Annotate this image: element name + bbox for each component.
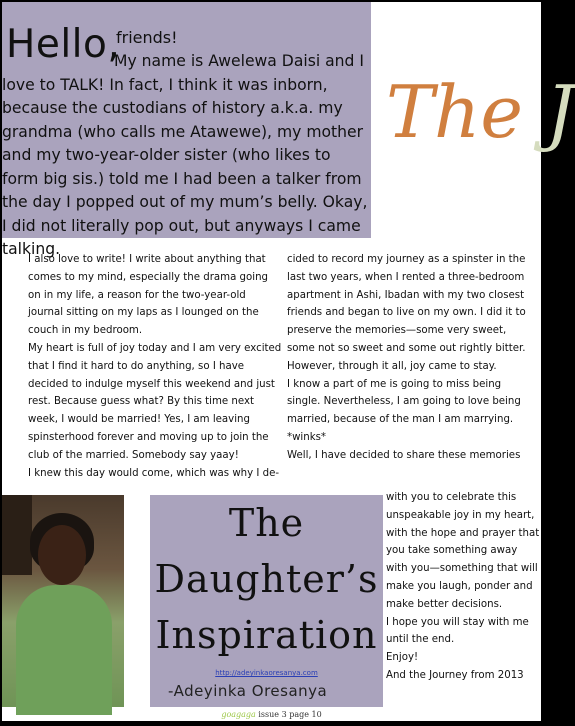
article-column-1 [28, 251, 282, 482]
author-website-link[interactable]: http://adeyinkaoresanya.com [215, 669, 318, 677]
book-title-line-3: Inspiration [155, 613, 378, 657]
column3-paragraph-2: I hope you will stay with me until the end. [386, 616, 529, 646]
book-title-line-2: Daughter’s [154, 557, 379, 601]
article-column-3 [386, 489, 541, 685]
column1-paragraph-3: I knew this day would come, which was why I de- [28, 467, 280, 479]
column2-paragraph-2: I know a part of me is going to miss being single. Nevertheless, I am going to love being married, because of the man I am marrying. *winks* [287, 378, 521, 443]
footer-issue-page: issue 3 page 10 [255, 710, 322, 719]
column1-paragraph-2: My heart is full of joy today and I am very excited that I find it hard to do anything, so I have decided to indulge myself this weekend and just rest. Because guess what? By this time next week, I would be married! Yes, I am leaving spinsterhood forever and moving up to join the club of the married. Somebody say yaay! [28, 342, 282, 461]
script-title-main: The [386, 70, 524, 154]
column2-paragraph-1: cided to record my journey as a spinster in the last two years, when I rented a three-bedroom apartment in Ashi, Ibadan with my two closest friends and began to live on my own. I did it to preserve the memories—some very sweet, some not so sweet and some out rightly bitter. However, through it all, joy came to stay. [287, 254, 526, 372]
column3-paragraph-3: Enjoy! [386, 652, 419, 664]
column3-paragraph-4: And the Journey from 2013 [386, 669, 524, 681]
book-title-panel [150, 495, 383, 707]
column3-paragraph-1: with you to celebrate this unspeakable joy in my heart, with the hope and prayer that you take something away with you—something that will make you laugh, ponder and make better decisions. [386, 492, 540, 610]
friends-word: friends! [116, 28, 178, 47]
intro-panel [2, 2, 371, 258]
hello-heading: Hello, [6, 22, 121, 67]
footer-brand: goagaga [221, 710, 256, 719]
column2-paragraph-3: Well, I have decided to share these memories [287, 449, 521, 461]
magazine-page [2, 2, 575, 721]
intro-paragraph: My name is Awelewa Daisi and I love to TALK! In fact, I think it was inborn, because the custodians of history a.k.a. my grandma (who calls me Atawewe), my mother and my two-year-older sister (who likes to form big sis.) told me I had been a talker from the day I popped out of my mum’s belly. Okay, I did not literally pop out, but anyways I came talking. [2, 52, 368, 258]
decorative-script-title [386, 72, 575, 152]
script-title-faint: J [523, 70, 575, 154]
book-title-line-1: The [228, 501, 305, 545]
column1-paragraph-1: I also love to write! I write about anything that comes to my mind, especially the drama going on in my life, a reason for the two-year-old journal sitting on my laps as I lounged on the couch in my bedroom. [28, 254, 269, 337]
author-name: -Adeyinka Oresanya [168, 682, 328, 700]
author-photo [2, 495, 124, 707]
page-footer [2, 710, 541, 719]
article-column-2 [287, 251, 532, 465]
